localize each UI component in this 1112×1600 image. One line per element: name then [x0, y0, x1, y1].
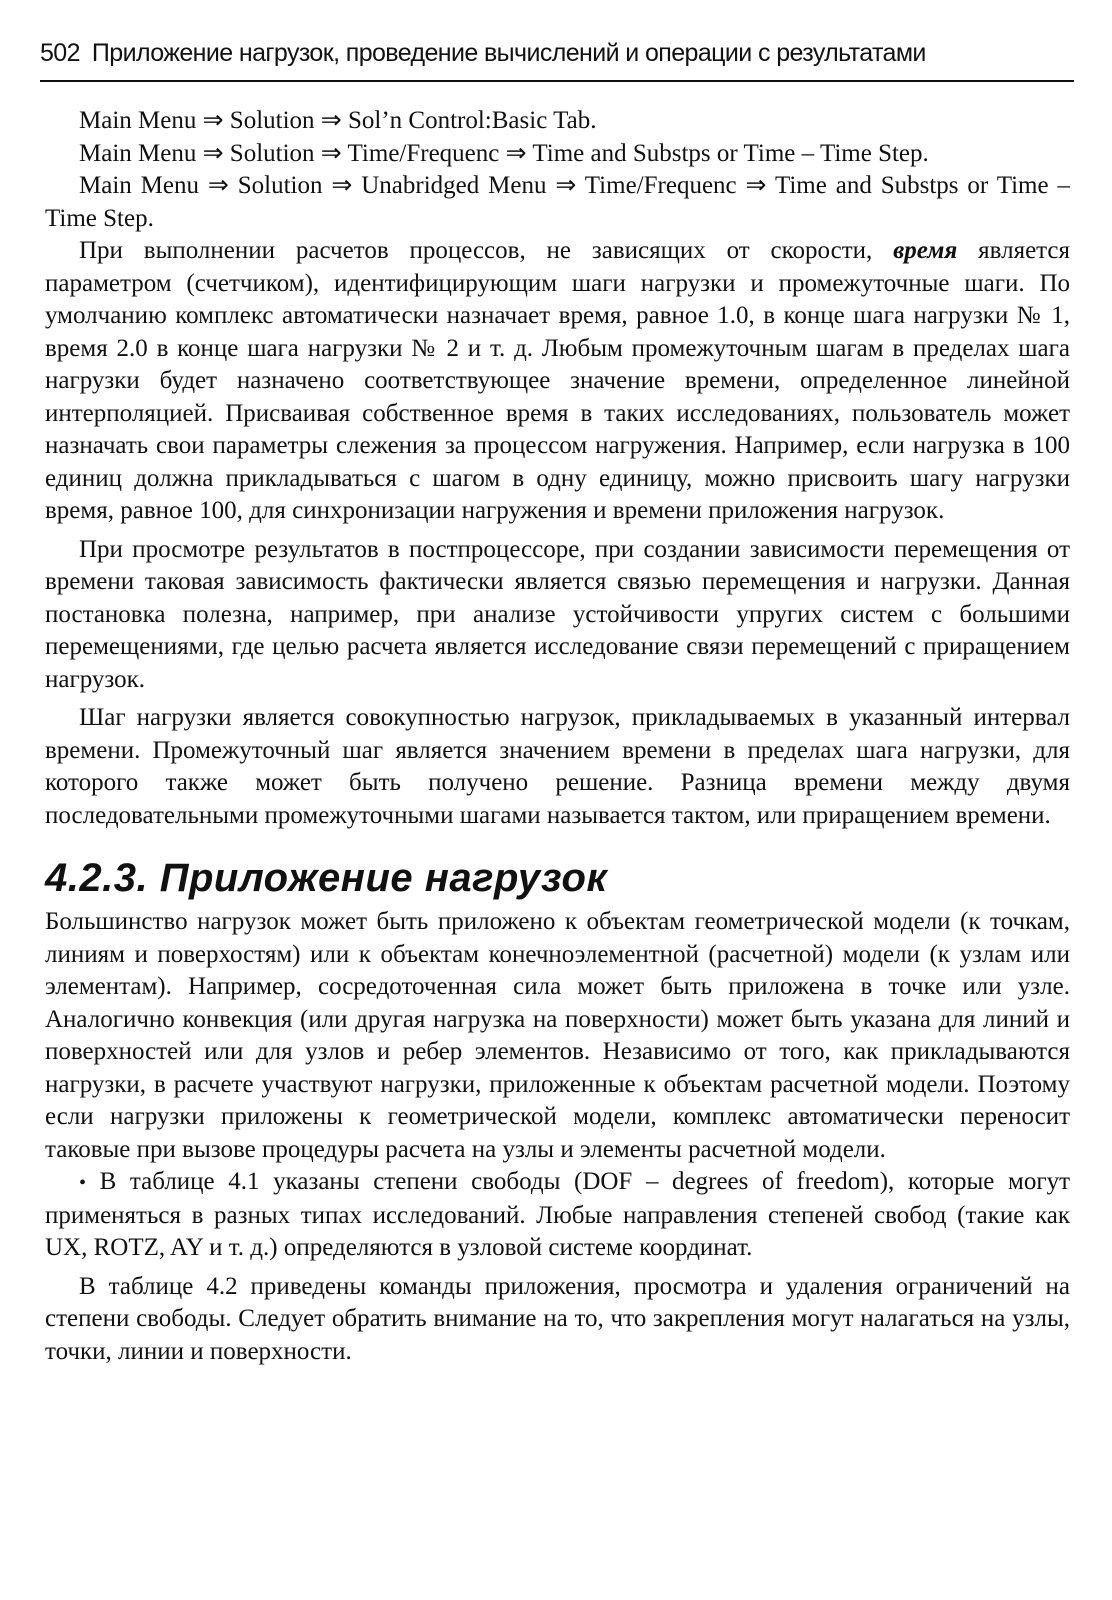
section-heading: 4.2.3. Приложение нагрузок	[45, 856, 608, 900]
bullet-mark: •	[79, 1172, 87, 1194]
body-text	[45, 105, 1070, 1368]
paragraph-postprocessor: При просмотре результатов в постпроцессоре, при создании зависимости перемещения от времени таковая зависимость фактически является связью перемещения и нагрузки. Данная постановка полезна, например, при анализе устойчивости упругих систем с большими перемещениями, где целью расчета является исследование связи перемещений с приращением нагрузок.	[45, 535, 1070, 693]
menu-path-2: Main Menu ⇒ Solution ⇒ Time/Frequenc ⇒ Time and Substps or Time – Time Step.	[79, 139, 929, 167]
paragraph-loads: Большинство нагрузок может быть приложено к объектам геометрической модели (к точкам, линиям и поверхостям) или к объектам конечноэлементной (расчетной) модели (к узлам или элементам). Например, сосредоточенная сила может быть приложена в точке или узле. Аналогично конвекция (или другая нагрузка на поверхности) может быть указана для линий и поверхностей или для узлов и ребер элементов. Независимо от того, как прикладываются нагрузки, в расчете участвуют нагрузки, приложенные к объектам расчетной модели. Поэтому если нагрузки приложены к геометрической модели, комплекс автоматически переносит таковые при вызове процедуры расчета на узлы и элементы расчетной модели.	[45, 908, 1070, 1163]
paragraph-dof-text: В таблице 4.1 указаны степени свободы (DOF – degrees of freedom), которые могут применяться в разных типах исследований. Любые направления степеней свобод (такие как UX, ROTZ, AY и т. д.) определяются в узловой системе координат.	[45, 1168, 1070, 1261]
paragraph-time-start: При выполнении расчетов процессов, не зависящих от скорости,	[79, 237, 894, 264]
running-title: Приложение нагрузок, проведение вычислений и операции с результатами	[91, 39, 926, 67]
menu-path-3: Main Menu ⇒ Solution ⇒ Unabridged Menu ⇒ Time/Frequenc ⇒ Time and Substps or Time – Time Step.	[45, 172, 1070, 232]
paragraph-dof	[45, 1166, 1070, 1265]
paragraph-load-step: Шаг нагрузки является совокупностью нагрузок, прикладываемых в указанный интервал времени. Промежуточный шаг является значением времени в пределах шага нагрузки, для которого также может быть получено решение. Разница времени между двумя последовательными промежуточными шагами называется тактом, или приращением времени.	[45, 704, 1070, 829]
term-time: время	[893, 237, 958, 264]
page-number: 502	[40, 39, 80, 67]
running-head	[40, 38, 1074, 68]
menu-path-1: Main Menu ⇒ Solution ⇒ Sol’n Control:Basic Tab.	[79, 107, 597, 134]
paragraph-time-end: является параметром (счетчиком), идентифицирующим шаги нагрузки и промежуточные шаги. По умолчанию комплекс автоматически назначает время, равное 1.0, в конце шага нагрузки № 1, время 2.0 в конце шага нагрузки № 2 и т. д. Любым промежуточным шагам в пределах шага нагрузки будет назначено соответствующее значение времени, определенное линейной интерполяцией. Присваивая собственное время в таких исследованиях, пользователь может назначать свои параметры слежения за процессом нагружения. Например, если нагрузка в 100 единиц должна прикладываться с шагом в одну единицу, можно присвоить шагу нагрузки время, равное 100, для синхронизации нагружения и времени приложения нагрузок.	[45, 237, 1070, 524]
header-rule	[40, 80, 1074, 82]
paragraph-time	[45, 235, 1070, 528]
paragraph-table-4-2: В таблице 4.2 приведены команды приложения, просмотра и удаления ограничений на степени свободы. Следует обратить внимание на то, что закрепления могут налагаться на узлы, точки, линии и поверхности.	[45, 1272, 1070, 1365]
